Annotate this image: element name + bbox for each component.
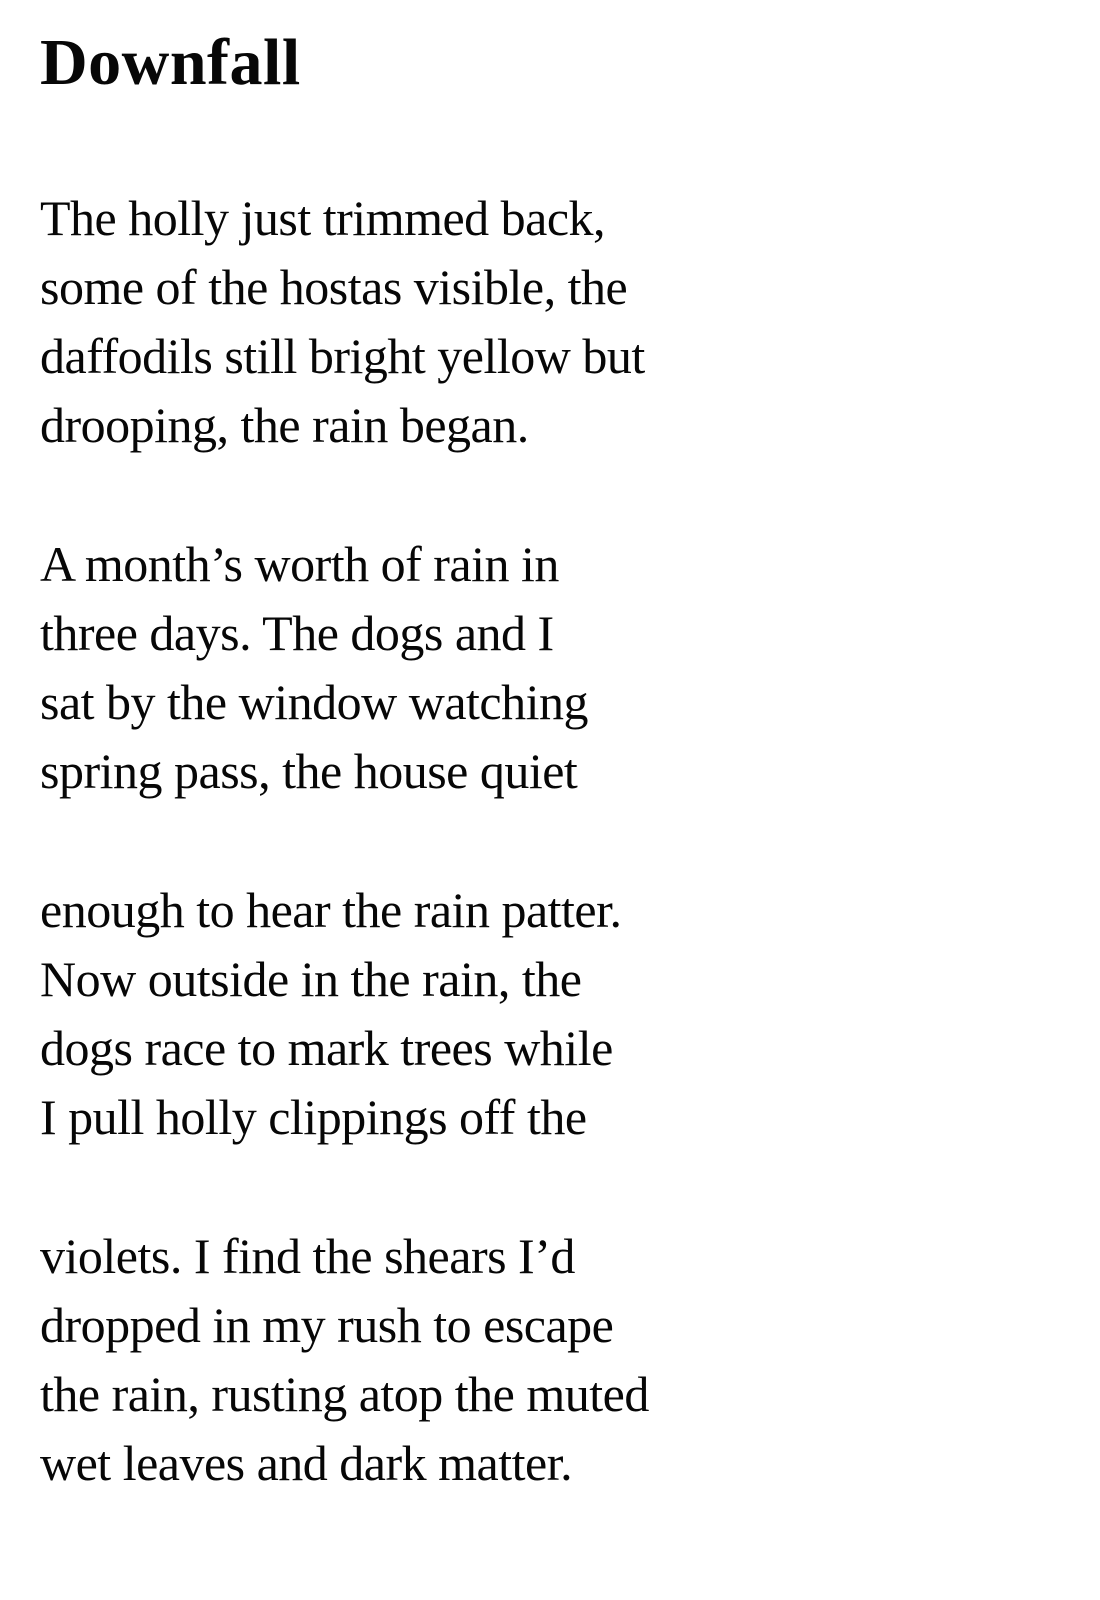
poem-line: some of the hostas visible, the <box>40 259 628 315</box>
poem-line: The holly just trimmed back, <box>40 190 606 246</box>
poem-line: spring pass, the house quiet <box>40 743 578 799</box>
poem-line: dropped in my rush to escape <box>40 1297 614 1353</box>
poem-line: sat by the window watching <box>40 674 589 730</box>
stanza-2 <box>40 530 1060 806</box>
poem-line: A month’s worth of rain in <box>40 536 559 592</box>
poem-line: Now outside in the rain, the <box>40 951 582 1007</box>
poem-line: three days. The dogs and I <box>40 605 554 661</box>
poem-line: wet leaves and dark matter. <box>40 1435 573 1491</box>
poem-line: the rain, rusting atop the muted <box>40 1366 649 1422</box>
poem-line: daffodils still bright yellow but <box>40 328 645 384</box>
stanza-3 <box>40 876 1060 1152</box>
poem-title: Downfall <box>40 26 301 99</box>
poem-line: dogs race to mark trees while <box>40 1020 613 1076</box>
stanza-1 <box>40 184 1060 460</box>
stanza-4 <box>40 1222 1060 1498</box>
poem-line: violets. I find the shears I’d <box>40 1228 575 1284</box>
poem-line: enough to hear the rain patter. <box>40 882 622 938</box>
poem-line: drooping, the rain began. <box>40 397 529 453</box>
poem-line: I pull holly clippings off the <box>40 1089 587 1145</box>
